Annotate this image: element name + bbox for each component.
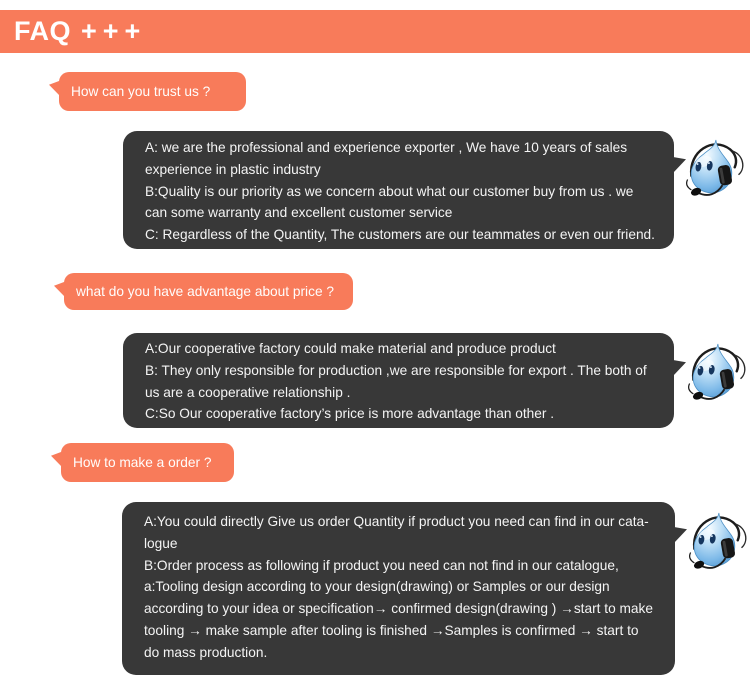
question-text: How can you trust us ?	[71, 84, 211, 99]
answer-line: experience in plastic industry	[145, 161, 321, 177]
support-agent-headset-droplet-icon	[681, 138, 747, 204]
answer-bubble-1	[123, 131, 674, 249]
answer-line: tooling → make sample after tooling is finished →Samples is confirmed → start to	[144, 622, 639, 638]
faq-title-plus: +++	[81, 16, 147, 46]
answer-line: B: They only responsible for production ,we are responsible for export . The both of	[145, 362, 647, 378]
question-bubble-tail	[54, 281, 65, 297]
support-agent-headset-droplet-icon	[683, 342, 749, 408]
answer-line: can some warranty and excellent customer service	[145, 205, 453, 221]
question-bubble-2	[64, 273, 353, 310]
answer-line: C: Regardless of the Quantity, The customers are our teammates or even our friend.	[145, 227, 655, 243]
answer-line: do mass production.	[144, 644, 268, 660]
answer-bubble-3	[122, 502, 675, 675]
question-bubble-tail	[49, 80, 60, 96]
answer-line: a:Tooling design according to your design(drawing) or Samples or our design	[144, 579, 610, 595]
answer-bubble-2	[123, 333, 674, 428]
answer-line: B:Order process as following if product you need can not find in our catalogue,	[144, 557, 619, 573]
answer-line: logue	[144, 535, 178, 551]
faq-banner	[0, 10, 750, 53]
question-bubble-1	[59, 72, 246, 111]
answer-line: A:Our cooperative factory could make material and produce product	[145, 341, 556, 356]
answer-line: us are a cooperative relationship .	[145, 384, 351, 400]
support-agent-headset-droplet-icon	[684, 511, 750, 577]
faq-title	[14, 16, 146, 47]
answer-line: B:Quality is our priority as we concern about what our customer buy from us . we	[145, 183, 634, 199]
question-bubble-3	[61, 443, 234, 482]
answer-line: according to your idea or specification→ confirmed design(drawing ) →start to make	[144, 601, 653, 617]
question-bubble-tail	[51, 451, 62, 467]
question-text: How to make a order ?	[73, 455, 212, 470]
answer-line: C:So Our cooperative factory’s price is more advantage than other .	[145, 406, 555, 422]
answer-line: A: we are the professional and experience exporter , We have 10 years of sales	[145, 140, 628, 155]
faq-title-text: FAQ	[14, 16, 72, 46]
answer-line: A:You could directly Give us order Quantity if product you need can find in our cata-	[144, 514, 649, 529]
question-text: what do you have advantage about price ?	[76, 284, 334, 299]
